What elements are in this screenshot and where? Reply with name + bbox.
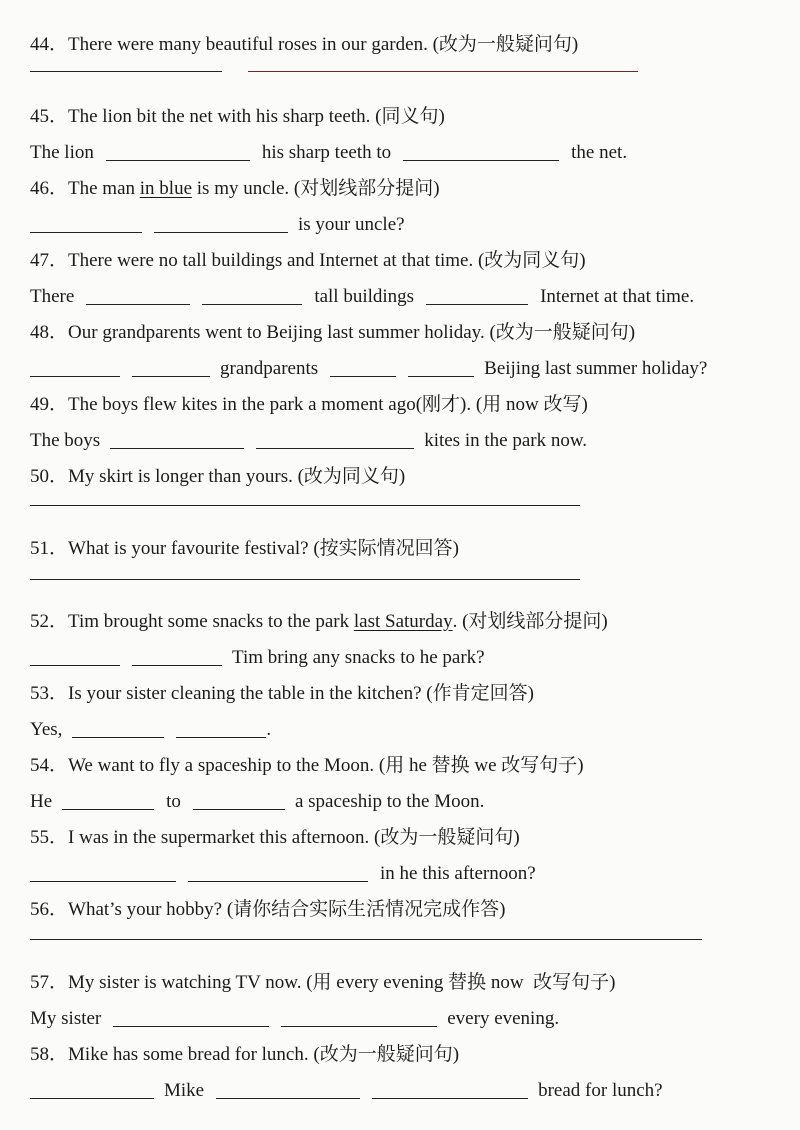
- question-49: [30, 394, 780, 416]
- answer-text: a spaceship to the Moon.: [294, 791, 485, 812]
- question-text: Tim brought some snacks to the park: [68, 611, 354, 632]
- question-number: 54: [30, 755, 49, 776]
- answer-line-53: [30, 719, 780, 741]
- answer-blank[interactable]: [188, 880, 368, 882]
- answer-line-47: [30, 286, 780, 308]
- answer-blank[interactable]: [30, 664, 120, 666]
- answer-text: Mike: [164, 1080, 205, 1101]
- answer-line-44: [30, 70, 780, 75]
- answer-blank[interactable]: [216, 1097, 360, 1099]
- answer-blank[interactable]: [30, 504, 580, 506]
- instruction-note: (对划线部分提问): [462, 611, 608, 632]
- answer-text: bread for lunch?: [538, 1080, 663, 1101]
- question-text: My sister is watching TV now.: [68, 972, 302, 993]
- question-46: [30, 178, 780, 200]
- question-text: The lion bit the net with his sharp teeth.: [68, 106, 371, 127]
- answer-line-48: [30, 358, 780, 380]
- instruction-note: (改为同义句): [297, 466, 406, 487]
- answer-blank[interactable]: [132, 664, 222, 666]
- number-suffix: ．: [49, 972, 69, 993]
- instruction-note: (对划线部分提问): [293, 178, 440, 199]
- answer-line-52: [30, 647, 780, 669]
- question-44: [30, 34, 780, 56]
- number-suffix: ．: [49, 34, 69, 55]
- answer-text: The lion: [30, 142, 94, 163]
- answer-blank[interactable]: [202, 303, 302, 305]
- question-number: 49: [30, 394, 49, 415]
- instruction-note: (用 he 替换 we 改写句子): [378, 755, 584, 776]
- question-number: 48: [30, 322, 49, 343]
- instruction-note: (改为一般疑问句): [374, 827, 520, 848]
- answer-blank[interactable]: [281, 1025, 437, 1027]
- underlined-phrase: in blue: [139, 178, 193, 199]
- number-suffix: ．: [49, 178, 69, 199]
- answer-blank[interactable]: [72, 736, 164, 738]
- question-number: 53: [30, 683, 49, 704]
- answer-blank[interactable]: [30, 578, 580, 580]
- answer-blank[interactable]: [132, 375, 210, 377]
- answer-text: .: [266, 719, 272, 740]
- question-text: The man: [68, 178, 140, 199]
- number-suffix: ．: [49, 755, 69, 776]
- question-number: 44: [30, 34, 49, 55]
- answer-blank[interactable]: [248, 70, 638, 72]
- answer-blank[interactable]: [193, 808, 285, 810]
- answer-text: The boys: [30, 430, 101, 451]
- number-suffix: ．: [49, 1044, 69, 1065]
- instruction-note: (改为同义句): [477, 250, 586, 271]
- question-number: 52: [30, 611, 49, 632]
- answer-text: in he this afternoon?: [380, 863, 536, 884]
- question-52: [30, 611, 780, 633]
- answer-text: There: [30, 286, 75, 307]
- instruction-note: (用 every evening 替换 now 改写句子): [306, 972, 616, 993]
- question-number: 58: [30, 1044, 49, 1065]
- number-suffix: ．: [49, 466, 69, 487]
- question-50: [30, 466, 780, 488]
- number-suffix: ．: [49, 611, 69, 632]
- answer-text: He: [30, 791, 53, 812]
- answer-text: is your uncle?: [298, 214, 405, 235]
- question-56: [30, 899, 780, 921]
- instruction-note: (改为一般疑问句): [432, 34, 579, 55]
- instruction-note: (同义句): [375, 106, 445, 127]
- answer-line-55: [30, 863, 780, 885]
- question-number: 56: [30, 899, 49, 920]
- answer-line-56: [30, 938, 780, 943]
- answer-blank[interactable]: [110, 447, 244, 449]
- answer-blank[interactable]: [30, 70, 222, 72]
- question-number: 55: [30, 827, 49, 848]
- answer-blank[interactable]: [106, 159, 250, 161]
- answer-line-45: [30, 142, 780, 164]
- answer-text: every evening.: [447, 1008, 560, 1029]
- answer-blank[interactable]: [113, 1025, 269, 1027]
- answer-blank[interactable]: [426, 303, 528, 305]
- number-suffix: ．: [49, 394, 69, 415]
- question-58: [30, 1044, 780, 1066]
- question-text: Our grandparents went to Beijing last summer holiday.: [68, 322, 485, 343]
- answer-blank[interactable]: [330, 375, 396, 377]
- answer-blank[interactable]: [256, 447, 414, 449]
- question-number: 57: [30, 972, 49, 993]
- answer-line-50: [30, 504, 780, 509]
- answer-line-57: [30, 1008, 780, 1030]
- question-45: [30, 106, 780, 128]
- instruction-note: (作肯定回答): [426, 683, 534, 704]
- answer-text: Tim bring any snacks to he park?: [232, 647, 485, 668]
- instruction-note: (用 now 改写): [475, 394, 588, 415]
- question-text: We want to fly a spaceship to the Moon.: [68, 755, 375, 776]
- question-54: [30, 755, 780, 777]
- answer-line-51: [30, 578, 780, 583]
- number-suffix: ．: [49, 250, 69, 271]
- question-text: is my uncle.: [192, 178, 290, 199]
- answer-blank[interactable]: [62, 808, 154, 810]
- question-text: What is your favourite festival?: [68, 538, 309, 559]
- answer-text: kites in the park now.: [424, 430, 588, 451]
- answer-line-58: [30, 1080, 780, 1102]
- answer-text: his sharp teeth to: [261, 142, 392, 163]
- instruction-note: (按实际情况回答): [313, 538, 460, 559]
- answer-blank[interactable]: [30, 231, 142, 233]
- instruction-note: (请你结合实际生活情况完成作答): [226, 899, 506, 920]
- question-57: [30, 972, 780, 994]
- number-suffix: ．: [49, 322, 69, 343]
- answer-blank[interactable]: [154, 231, 288, 233]
- answer-blank[interactable]: [86, 303, 190, 305]
- answer-line-46: [30, 214, 780, 236]
- answer-text: the net.: [571, 142, 628, 163]
- question-text: Is your sister cleaning the table in the kitchen?: [68, 683, 422, 704]
- question-number: 45: [30, 106, 49, 127]
- answer-blank[interactable]: [30, 880, 176, 882]
- question-text: Mike has some bread for lunch.: [68, 1044, 309, 1065]
- number-suffix: ．: [49, 106, 69, 127]
- answer-blank[interactable]: [403, 159, 559, 161]
- question-text: My skirt is longer than yours.: [68, 466, 293, 487]
- answer-line-54: [30, 791, 780, 813]
- question-number: 51: [30, 538, 49, 559]
- answer-text: Beijing last summer holiday?: [484, 358, 708, 379]
- question-55: [30, 827, 780, 849]
- number-suffix: ．: [49, 827, 69, 848]
- instruction-note: (改为一般疑问句): [489, 322, 636, 343]
- question-text: There were many beautiful roses in our garden.: [68, 34, 428, 55]
- instruction-note: (改为一般疑问句): [313, 1044, 460, 1065]
- answer-blank[interactable]: [176, 736, 266, 738]
- answer-line-49: [30, 430, 780, 452]
- question-47: [30, 250, 780, 272]
- answer-blank[interactable]: [408, 375, 474, 377]
- answer-blank[interactable]: [30, 938, 702, 940]
- answer-text: Internet at that time.: [540, 286, 695, 307]
- question-text: There were no tall buildings and Internet at that time.: [68, 250, 474, 271]
- number-suffix: ．: [49, 683, 69, 704]
- question-text: The boys flew kites in the park a moment ago(刚才).: [68, 394, 472, 415]
- question-text: I was in the supermarket this afternoon.: [68, 827, 370, 848]
- question-text: .: [452, 611, 458, 632]
- number-suffix: ．: [49, 538, 69, 559]
- question-number: 47: [30, 250, 49, 271]
- question-51: [30, 538, 780, 560]
- answer-blank[interactable]: [372, 1097, 528, 1099]
- answer-blank[interactable]: [30, 1097, 154, 1099]
- question-48: [30, 322, 780, 344]
- answer-text: My sister: [30, 1008, 102, 1029]
- answer-text: grandparents: [220, 358, 319, 379]
- answer-text: Yes,: [30, 719, 63, 740]
- question-number: 46: [30, 178, 49, 199]
- answer-text: to: [166, 791, 181, 812]
- answer-blank[interactable]: [30, 375, 120, 377]
- question-text: What’s your hobby?: [68, 899, 223, 920]
- underlined-phrase: last Saturday: [353, 611, 453, 632]
- question-53: [30, 683, 780, 705]
- question-number: 50: [30, 466, 49, 487]
- answer-text: tall buildings: [314, 286, 415, 307]
- number-suffix: ．: [49, 899, 69, 920]
